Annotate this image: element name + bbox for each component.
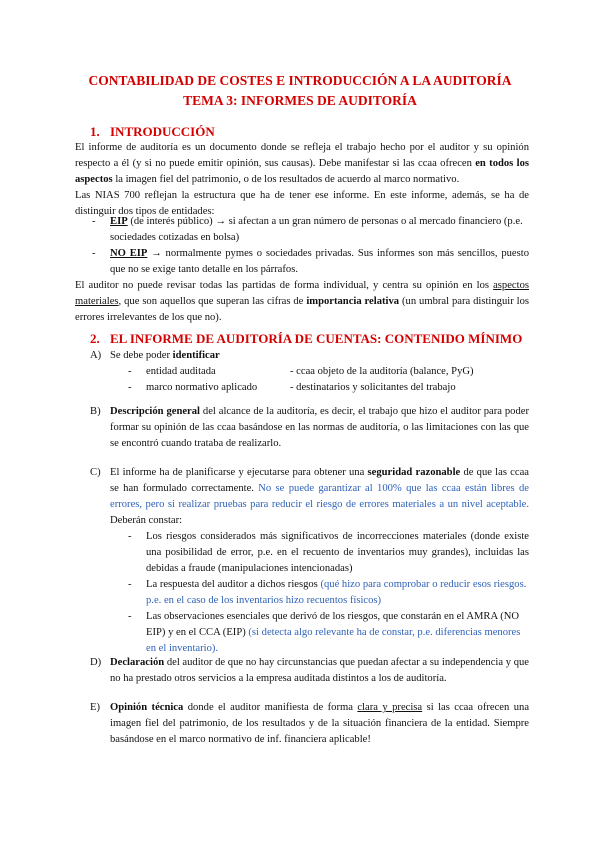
item-c-risk-3: Las observaciones esenciales que derivó de los riesgos, que constarán en el AMRA (NO EIP) y en el CCA (EIP) (si detecta algo relevante ha de constar, p.e. diferencias menores en el inventario).: [146, 611, 521, 654]
bullet-eip: EIP (de interés público) → si afectan a un gran número de personas o al mercado financiero (p.e. sociedades cotizadas en bolsa): [110, 216, 523, 243]
item-b-marker: B): [90, 406, 101, 417]
item-c-dash: -: [128, 611, 132, 622]
item-c-risk-2: La respuesta del auditor a dichos riesgos (qué hizo para comprobar o reducir esos riesgos. p.e. en el caso de los inventarios hizo recuentos físicos): [146, 579, 527, 606]
item-a-lead: Se debe poder identificar: [110, 350, 220, 361]
section-1-number: 1.: [90, 124, 100, 139]
nias-paragraph: Las NIAS 700 reflejan la estructura que ha de tener ese informe. En este informe, además, se ha de distinguir dos tipos de entidades:: [75, 190, 529, 217]
bullet-dash: -: [92, 248, 96, 259]
section-2-number: 2.: [90, 331, 100, 346]
section-2-heading: EL INFORME DE AUDITORÍA DE CUENTAS: CONTENIDO MÍNIMO: [110, 331, 523, 346]
section-1-heading: INTRODUCCIÓN: [110, 124, 215, 139]
item-d-text: Declaración del auditor de que no hay circunstancias que puedan afectar a su independencia y que no ha prestado otros servicios a la empresa auditada distintos a los de auditoría.: [110, 657, 529, 684]
document-title-line-2: TEMA 3: INFORMES DE AUDITORÍA: [183, 93, 417, 108]
item-a-marker: A): [90, 350, 102, 361]
item-e-marker: E): [90, 702, 100, 713]
document-title-line-1: CONTABILIDAD DE COSTES E INTRODUCCIÓN A LA AUDITORÍA: [88, 73, 512, 88]
item-c-text: El informe ha de planificarse y ejecutarse para obtener una seguridad razonable de que las ccaa se han formulado correctamente. No se puede garantizar al 100% que las ccaa están libres de errores, pero si realizar pruebas para reducir el riesgo de errores materiales a un nivel aceptable. Deberán constar:: [110, 467, 529, 526]
item-a-dash: -: [128, 366, 132, 377]
item-a-dash: -: [128, 382, 132, 393]
item-c-dash: -: [128, 579, 132, 590]
item-a-accounts: - ccaa objeto de la auditoría (balance, PyG): [290, 366, 474, 377]
bullet-dash: -: [92, 216, 96, 227]
item-a-recipients: - destinatarios y solicitantes del trabajo: [290, 382, 456, 393]
item-e-text: Opinión técnica donde el auditor manifiesta de forma clara y precisa si las ccaa ofrecen una imagen fiel del patrimonio, de los resultados y de la situación financiera de la entidad. Siempre basándose en el marco normativo de inf. financiera aplicable!: [110, 702, 530, 745]
item-c-dash: -: [128, 531, 132, 542]
item-b-text: Descripción general del alcance de la auditoría, es decir, el trabajo que hizo el auditor para poder formar su opinión de las ccaa basándose en las normas de auditoría, o las limitaciones con las que se encontró cuando trataba de realizarlo.: [110, 406, 530, 449]
intro-paragraph: El informe de auditoría es un documento donde se refleja el trabajo hecho por el auditor y su opinión respecto a él (y si no puede emitir opinión, sus causas). Debe manifestar si las ccaa ofrecen en todos los aspectos la imagen fiel del patrimonio, o de los resultados de acuerdo al marco normativo.: [75, 142, 529, 185]
item-c-marker: C): [90, 467, 101, 478]
item-d-marker: D): [90, 657, 102, 668]
item-a-framework: marco normativo aplicado: [146, 382, 258, 393]
bullet-no-eip: NO EIP → normalmente pymes o sociedades privadas. Sus informes son más sencillos, puesto que no se exige tanto detalle en los párrafos.: [110, 248, 529, 275]
item-a-entity: entidad auditada: [146, 366, 216, 377]
item-c-risk-1: Los riesgos considerados más significativos de incorrecciones materiales (donde existe una posibilidad de error, p.e. en el recuento de inventarios muy grandes), incluidas las debidas a fraude (manipulaciones intencionadas): [146, 531, 529, 574]
materiality-paragraph: El auditor no puede revisar todas las partidas de forma individual, y centra su opinión en los aspectos materiales, que son aquellos que superan las cifras de importancia relativa (un umbral para distinguir los errores irrelevantes de los que no).: [75, 280, 530, 323]
